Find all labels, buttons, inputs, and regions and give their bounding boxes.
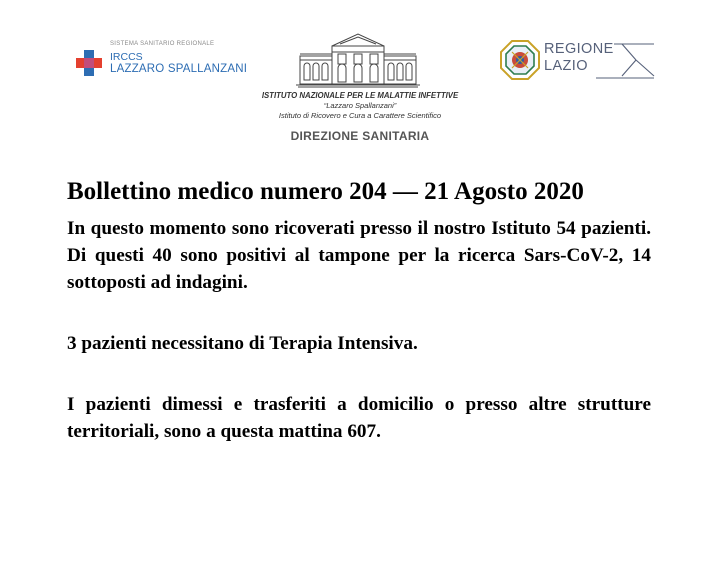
institute-name: ISTITUTO NAZIONALE PER LE MALATTIE INFETTIVE: [261, 91, 459, 100]
bulletin-title: Bollettino medico numero 204 — 21 Agosto 2020: [67, 178, 584, 205]
direction-heading: DIREZIONE SANITARIA: [290, 129, 430, 143]
medical-cross-icon: [76, 50, 102, 76]
institute-description: Istituto di Ricovero e Cura a Carattere Scientifico: [278, 110, 442, 120]
bulletin-body: [67, 176, 651, 445]
spallanzani-label: LAZZARO SPALLANZANI: [110, 63, 248, 75]
spallanzani-logo: [76, 40, 256, 84]
regione-lazio-logo: [500, 40, 656, 82]
regione-lazio-wordmark: [544, 41, 614, 75]
regione-lazio-emblem-icon: [500, 40, 540, 80]
institute-subname: “Lazzaro Spallanzani”: [323, 100, 397, 110]
institute-building-icon: [296, 30, 420, 88]
bulletin-paragraph-admissions: In questo momento sono ricoverati presso il nostro Istituto 54 pazienti. Di questi 40 sono positivi al tampone per la ricerca Sars-CoV-2, 14 sottoposti ad indagini.: [67, 218, 651, 293]
letterhead: [0, 0, 720, 160]
lazio-label: LAZIO: [544, 58, 588, 74]
regione-label: REGIONE: [544, 41, 614, 57]
bulletin-paragraph-intensive-care: 3 pazienti necessitano di Terapia Intensiva.: [67, 333, 418, 354]
institute-heading: [200, 91, 520, 120]
irccs-label: IRCCS: [110, 51, 143, 63]
system-label: SISTEMA SANITARIO REGIONALE: [110, 41, 215, 47]
bulletin-paragraph-discharged: I pazienti dimessi e trasferiti a domicilio o presso altre strutture territoriali, sono a questa mattina 607.: [67, 394, 651, 442]
